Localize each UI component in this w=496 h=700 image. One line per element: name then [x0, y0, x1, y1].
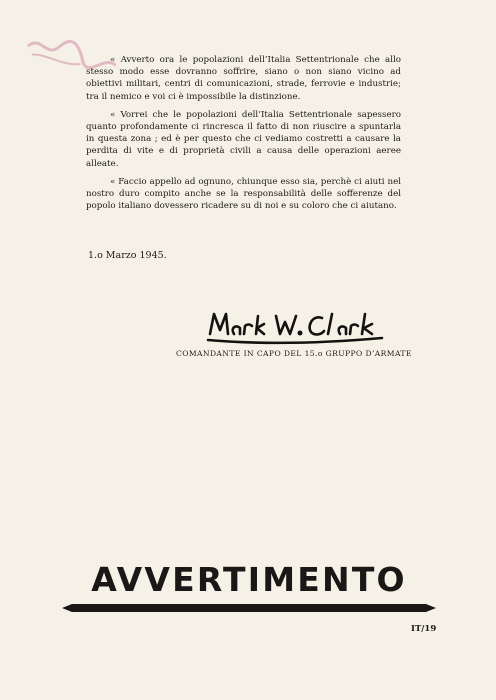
paragraph-2: « Vorrei che le popolazioni dell’Italia Settentrionale sapessero quanto profondamente ci rincresca il fatto di non riuscire a spuntarla in questa zona ; ed è per questo che ci vediamo costretti a causare la perdita di vite e di proprietà civili a causa delle operazioni aeree alleate. — [86, 109, 401, 169]
handwritten-signature — [204, 300, 394, 348]
message-body — [86, 54, 401, 218]
paragraph-1: « Avverto ora le popolazioni dell’Italia Settentrionale che allo stesso modo esse dovranno soffrire, siano o non siano vicino ad obiettivi militari, centri di comunicazioni, strade, ferrovie e industrie; tra il nemico e voi ci è impossibile la distinzione. — [86, 55, 401, 102]
leaflet-code: IT/19 — [411, 624, 437, 634]
headline-title: AVVERTIMENTO — [91, 560, 407, 599]
signatory-title: COMANDANTE IN CAPO DEL 15.o GRUPPO D’ARMATE — [176, 349, 412, 358]
headline-underline — [62, 603, 436, 613]
paragraph-3: « Faccio appello ad ognuno, chiunque esso sia, perchè ci aiuti nel nostro duro compito anche se la responsabilità delle sofferenze del popolo italiano dovessero ricadere su di noi e su coloro che ci aiutano. — [86, 176, 401, 212]
date-line: 1.o Marzo 1945. — [88, 250, 167, 261]
